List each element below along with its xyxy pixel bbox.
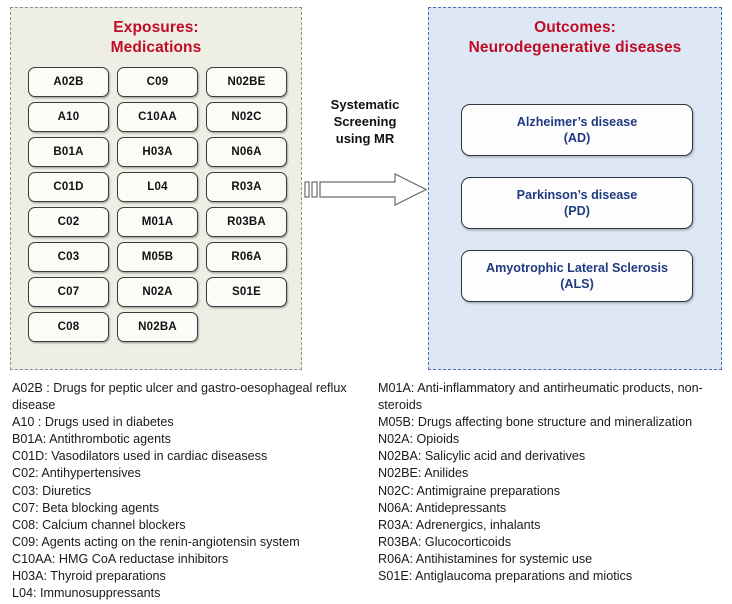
legend-item: R03A: Adrenergics, inhalants (378, 517, 541, 532)
legend-item: R03BA: Glucocorticoids (378, 534, 511, 549)
outcomes-title-line2: Neurodegenerative diseases (468, 39, 682, 56)
exposures-panel-title (11, 18, 301, 58)
legend-item: C01D: Vasodilators used in cardiac diseasess (12, 449, 268, 464)
legend-item: M05B: Drugs affecting bone structure and mineralization (378, 415, 693, 430)
medication-code-box[interactable]: M01A (117, 207, 198, 237)
medication-code-box[interactable]: S01E (206, 277, 287, 307)
medication-code-box[interactable]: H03A (117, 137, 198, 167)
medication-code-box[interactable]: C01D (28, 172, 109, 202)
legend-item: B01A: Antithrombotic agents (12, 432, 171, 447)
screening-label-line1: Systematic (330, 97, 400, 112)
legend-item: C10AA: HMG CoA reductase inhibitors (12, 551, 229, 566)
outcome-box-als[interactable] (461, 250, 693, 302)
exposures-panel (10, 7, 302, 370)
medication-code-box[interactable]: N06A (206, 137, 287, 167)
medication-code-box[interactable]: N02BA (117, 312, 198, 342)
screening-label-line2: Screening (333, 114, 397, 129)
screening-arrow-group (302, 96, 428, 216)
right-arrow-icon (304, 172, 428, 206)
medication-code-box[interactable]: N02BE (206, 67, 287, 97)
medication-code-box[interactable]: C10AA (117, 102, 198, 132)
outcome-box-ad[interactable] (461, 104, 693, 156)
legend-item: M01A: Anti-inflammatory and antirheumatic products, non-steroids (378, 381, 703, 413)
outcome-box-list (461, 104, 693, 302)
outcome-abbr: (PD) (564, 204, 590, 218)
medication-code-box[interactable]: N02C (206, 102, 287, 132)
legend-item: C03: Diuretics (12, 483, 92, 498)
medication-code-box[interactable]: C02 (28, 207, 109, 237)
medication-code-box[interactable]: A02B (28, 67, 109, 97)
screening-label-line3: using MR (335, 131, 395, 146)
medication-code-box[interactable]: C09 (117, 67, 198, 97)
outcome-name: Amyotrophic Lateral Sclerosis (486, 261, 668, 275)
outcomes-panel (428, 7, 722, 370)
legend-left-column (12, 380, 364, 602)
legend-item: C09: Agents acting on the renin-angiotensin system (12, 534, 300, 549)
medication-code-box[interactable]: R06A (206, 242, 287, 272)
outcome-box-pd[interactable] (461, 177, 693, 229)
legend-item: R06A: Antihistamines for systemic use (378, 551, 593, 566)
medication-code-box[interactable]: L04 (117, 172, 198, 202)
legend-item: A10 : Drugs used in diabetes (12, 415, 174, 430)
legend-item: C07: Beta blocking agents (12, 500, 160, 515)
legend-item: N02A: Opioids (378, 432, 460, 447)
legend-item: C02: Antihypertensives (12, 466, 141, 481)
legend-item: C08: Calcium channel blockers (12, 517, 186, 532)
legend-item: H03A: Thyroid preparations (12, 569, 166, 584)
medication-code-box[interactable]: R03BA (206, 207, 287, 237)
legend-item: N06A: Antidepressants (378, 500, 507, 515)
legend-item: S01E: Antiglaucoma preparations and miotics (378, 569, 633, 584)
outcomes-panel-title (429, 18, 721, 58)
medication-code-box[interactable]: B01A (28, 137, 109, 167)
medication-code-grid (28, 67, 286, 342)
legend-item: N02BE: Anilides (378, 466, 469, 481)
medication-code-box[interactable]: C07 (28, 277, 109, 307)
medication-code-box[interactable]: N02A (117, 277, 198, 307)
outcome-abbr: (AD) (563, 131, 591, 145)
outcomes-title-line1: Outcomes: (534, 19, 616, 36)
legend-item: N02BA: Salicylic acid and derivatives (378, 449, 586, 464)
medication-code-box[interactable]: R03A (206, 172, 287, 202)
legend-item: N02C: Antimigraine preparations (378, 483, 561, 498)
legend-item: A02B : Drugs for peptic ulcer and gastro-oesophageal reflux disease (12, 381, 351, 413)
exposures-title-line1: Exposures: (113, 19, 199, 36)
legend-right-column (378, 380, 730, 585)
medication-code-box[interactable]: A10 (28, 102, 109, 132)
medication-code-box[interactable]: M05B (117, 242, 198, 272)
outcome-abbr: (ALS) (560, 277, 594, 291)
screening-arrow-label (302, 96, 428, 147)
medication-code-box[interactable]: C08 (28, 312, 109, 342)
outcome-name: Parkinson’s disease (516, 188, 638, 202)
outcome-name: Alzheimer’s disease (516, 115, 638, 129)
medication-code-box[interactable]: C03 (28, 242, 109, 272)
legend-item: L04: Immunosuppressants (12, 586, 161, 601)
exposures-title-line2: Medications (110, 39, 202, 56)
